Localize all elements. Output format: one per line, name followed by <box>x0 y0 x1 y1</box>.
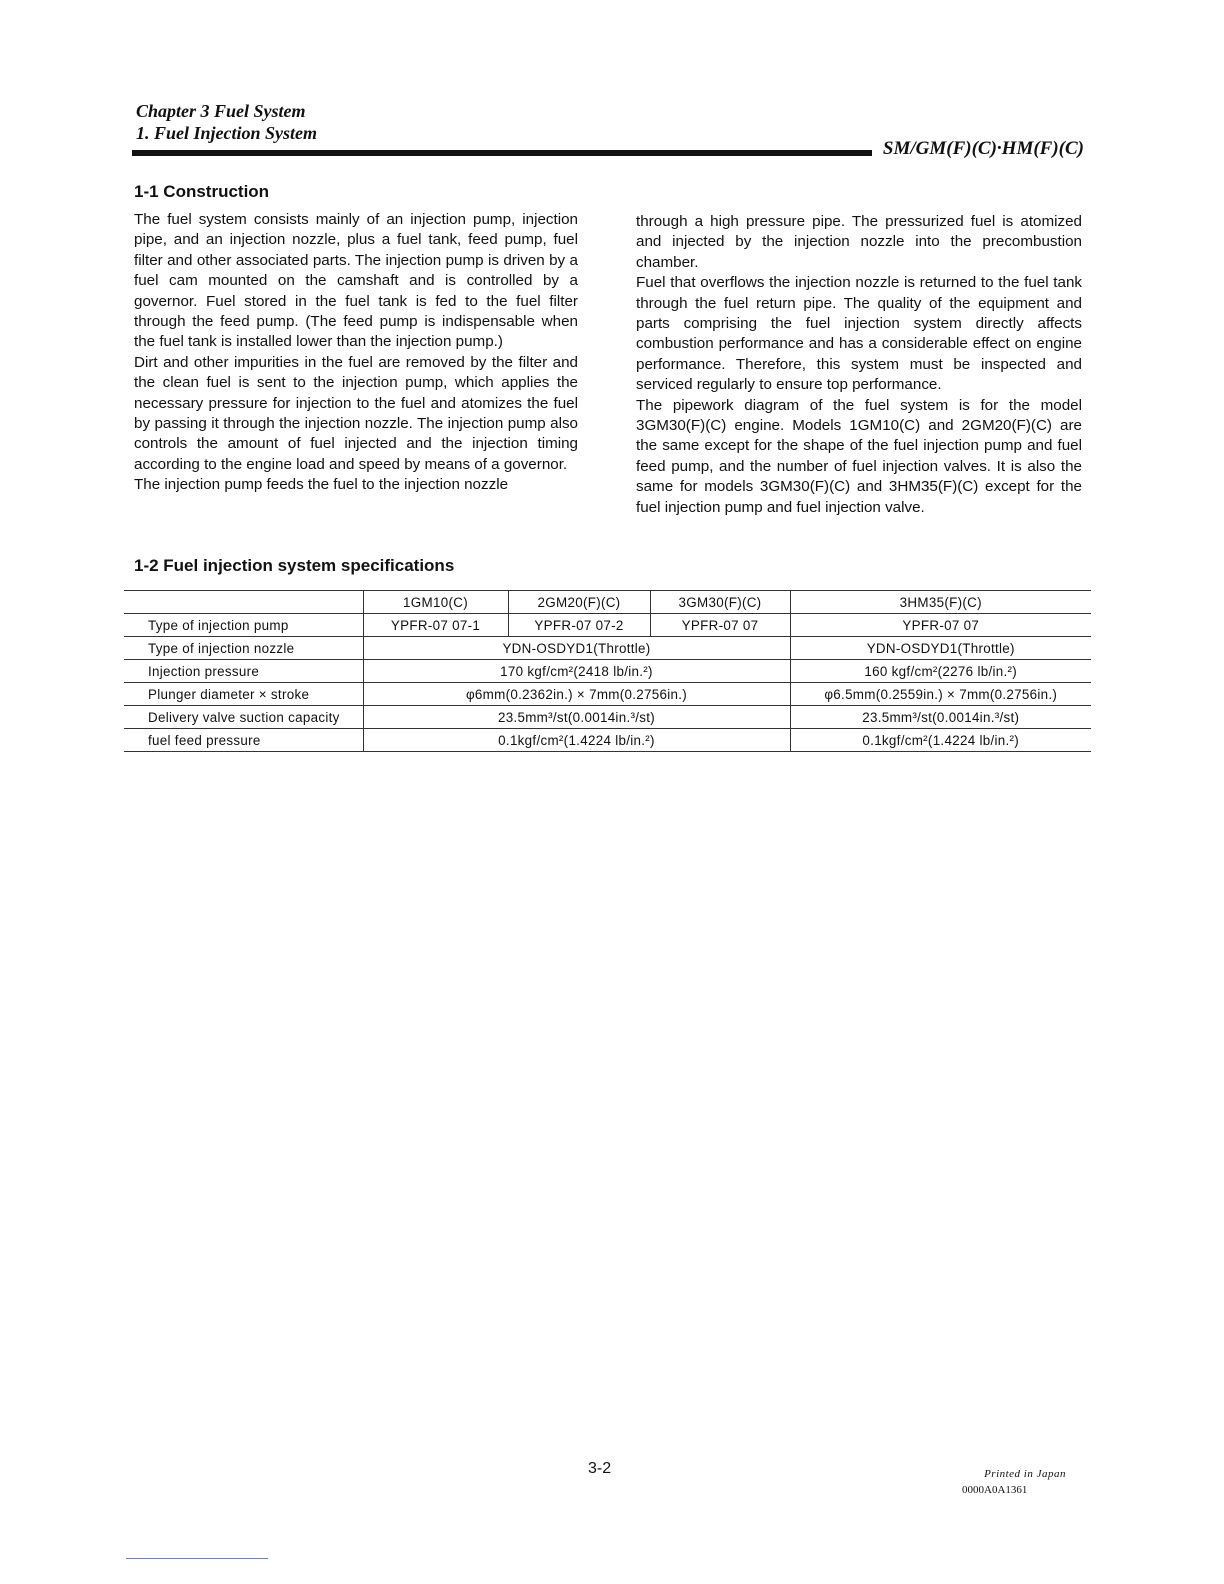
model-column-header: 2GM20(F)(C) <box>508 591 650 614</box>
printed-in-label: Printed in Japan <box>984 1468 1066 1480</box>
construction-paragraph: The pipework diagram of the fuel system is for the model 3GM30(F)(C) engine. Models 1GM10(C) and 2GM20(F)(C) are the same except for the shape of the fuel injection pump and fuel feed pump, and the number of fuel injection valves. It is also the same for models 3GM30(F)(C) and 3HM35(F)(C) except for the fuel injection pump and fuel injection valve. <box>636 396 1082 516</box>
construction-paragraph: through a high pressure pipe. The pressurized fuel is atomized and injected by the injection nozzle into the precombustion chamber. <box>636 213 1082 271</box>
table-cell: 23.5mm³/st(0.0014in.³/st) <box>363 706 790 729</box>
table-cell: 170 kgf/cm²(2418 lb/in.²) <box>363 660 790 683</box>
section-label: 1. Fuel Injection System <box>136 123 318 143</box>
table-row <box>124 660 1091 683</box>
model-column-header: 1GM10(C) <box>363 591 508 614</box>
table-corner-cell <box>124 591 363 614</box>
construction-right-column <box>636 212 1082 518</box>
table-row <box>124 706 1091 729</box>
row-label: Delivery valve suction capacity <box>124 706 363 729</box>
specifications-table <box>124 590 1091 752</box>
table-row <box>124 637 1091 660</box>
table-row <box>124 729 1091 752</box>
table-cell: φ6mm(0.2362in.) × 7mm(0.2756in.) <box>363 683 790 706</box>
table-cell: φ6.5mm(0.2559in.) × 7mm(0.2756in.) <box>790 683 1091 706</box>
table-row <box>124 683 1091 706</box>
footer-rule <box>126 1558 268 1559</box>
construction-paragraph: Dirt and other impurities in the fuel are removed by the filter and the clean fuel is sent to the injection pump, which applies the necessary pressure for injection to the fuel and atomizes the fuel by passing it through the injection nozzle. The injection pump also controls the amount of fuel injected and the injection timing according to the engine load and speed by means of a governor. <box>134 353 578 473</box>
table-cell: YDN-OSDYD1(Throttle) <box>790 637 1091 660</box>
table-cell: YPFR-07 07-2 <box>508 614 650 637</box>
table-cell: YPFR-07 07 <box>790 614 1091 637</box>
chapter-label: Chapter 3 Fuel System <box>136 101 306 121</box>
model-designation: SM/GM(F)(C)·HM(F)(C) <box>882 138 1084 159</box>
table-cell: YDN-OSDYD1(Throttle) <box>363 637 790 660</box>
table-row <box>124 614 1091 637</box>
construction-paragraph: The injection pump feeds the fuel to the injection nozzle <box>134 476 509 494</box>
construction-left-column <box>134 210 578 496</box>
chapter-title <box>136 100 317 144</box>
table-cell: YPFR-07 07 <box>650 614 790 637</box>
row-label: fuel feed pressure <box>124 729 363 752</box>
table-cell: 23.5mm³/st(0.0014in.³/st) <box>790 706 1091 729</box>
header-rule <box>132 150 872 156</box>
row-label: Type of injection pump <box>124 614 363 637</box>
table-cell: 0.1kgf/cm²(1.4224 lb/in.²) <box>790 729 1091 752</box>
row-label: Injection pressure <box>124 660 363 683</box>
specifications-heading: 1-2 Fuel injection system specifications <box>134 556 455 575</box>
table-header-row <box>124 591 1091 614</box>
model-column-header: 3HM35(F)(C) <box>790 591 1091 614</box>
construction-paragraph: The fuel system consists mainly of an injection pump, injection pipe, and an injection nozzle, plus a fuel tank, feed pump, fuel filter and other associated parts. The injection pump is driven by a fuel cam mounted on the camshaft and is controlled by a governor. Fuel stored in the fuel tank is fed to the fuel filter through the feed pump. (The feed pump is indispensable when the fuel tank is installed lower than the injection pump.) <box>134 211 578 351</box>
document-code: 0000A0A1361 <box>962 1484 1028 1496</box>
row-label: Plunger diameter × stroke <box>124 683 363 706</box>
page-number: 3-2 <box>588 1460 612 1477</box>
table-cell: YPFR-07 07-1 <box>363 614 508 637</box>
row-label: Type of injection nozzle <box>124 637 363 660</box>
table-cell: 0.1kgf/cm²(1.4224 lb/in.²) <box>363 729 790 752</box>
table-cell: 160 kgf/cm²(2276 lb/in.²) <box>790 660 1091 683</box>
model-column-header: 3GM30(F)(C) <box>650 591 790 614</box>
construction-paragraph: Fuel that overflows the injection nozzle is returned to the fuel tank through the fuel return pipe. The quality of the equipment and parts comprising the fuel injection system directly affects combustion performance and has a considerable effect on engine performance. Therefore, this system must be inspected and serviced regularly to ensure top performance. <box>636 274 1082 394</box>
construction-heading: 1-1 Construction <box>134 182 270 201</box>
